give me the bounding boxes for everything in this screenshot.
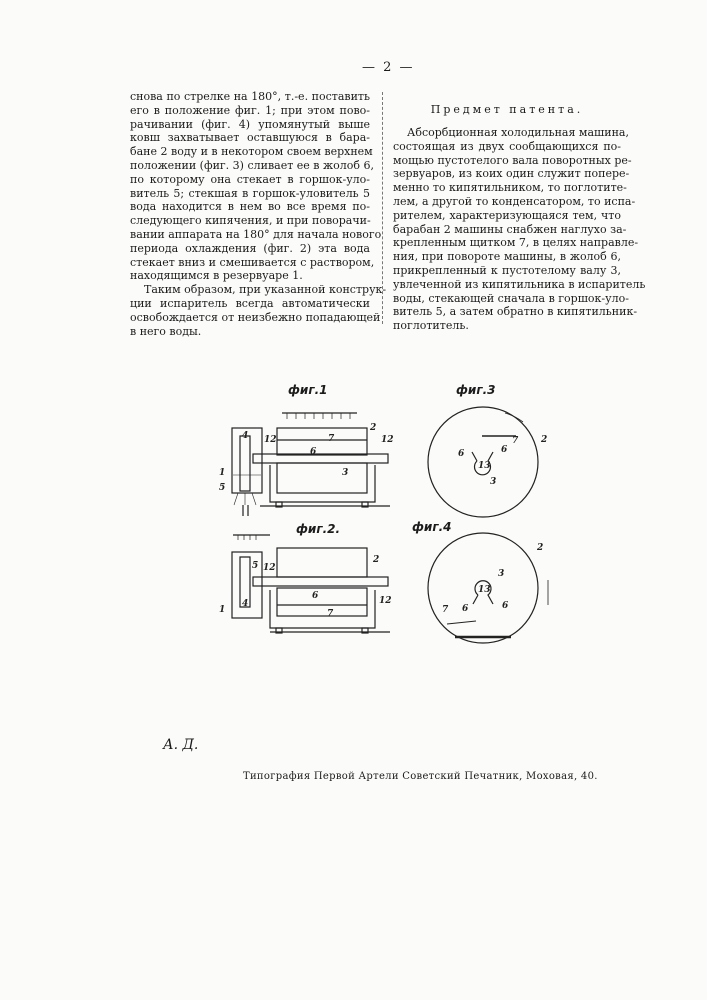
svg-text:2: 2: [536, 543, 543, 553]
svg-text:2: 2: [369, 423, 376, 433]
svg-text:6: 6: [502, 601, 509, 611]
text-line: находящимся в резервуаре 1.: [130, 269, 370, 283]
svg-text:5: 5: [219, 483, 225, 493]
text-line: следующего кипячения, и при поворачи-: [130, 214, 370, 228]
svg-text:1: 1: [219, 468, 225, 478]
svg-text:7: 7: [327, 609, 334, 619]
text-line: по которому она стекает в горшок-уло-: [130, 173, 370, 187]
svg-text:7: 7: [442, 605, 449, 615]
svg-text:12: 12: [264, 435, 277, 445]
text-line: ковш захватывает оставшуюся в бара-: [130, 131, 370, 145]
svg-text:7: 7: [328, 434, 335, 444]
text-line: витель 5, а затем обратно в кипятильник-: [393, 305, 621, 319]
fig2-title: фиг.2.: [296, 522, 340, 536]
fig2-drawing: [232, 535, 390, 633]
text-line: состоящая из двух сообщающихся по-: [393, 140, 621, 154]
svg-text:3: 3: [498, 569, 504, 579]
fig3-title: фиг.3: [456, 383, 496, 397]
svg-text:6: 6: [310, 447, 317, 457]
svg-text:6: 6: [458, 449, 465, 459]
svg-text:12: 12: [263, 563, 276, 573]
text-line: увлеченной из кипятильника в испаритель: [393, 278, 621, 292]
text-line: периода охлаждения (фиг. 2) эта вода: [130, 242, 370, 256]
text-line: вода находится в нем во все время по-: [130, 200, 370, 214]
text-line: освобождается от неизбежно попадающей: [130, 311, 370, 325]
svg-text:12: 12: [379, 596, 392, 606]
initials: А. Д.: [163, 737, 198, 753]
page-number: — 2 —: [362, 60, 415, 75]
text-line: бане 2 воду и в некотором своем верхнем: [130, 145, 370, 159]
fig1-title: фиг.1: [288, 383, 328, 397]
text-line: прикрепленный к пустотелому валу 3,: [393, 264, 621, 278]
text-line: крепленным щитком 7, в целях направле-: [393, 236, 621, 250]
svg-text:12: 12: [381, 435, 394, 445]
text-line: Таким образом, при указанной конструк-: [130, 283, 370, 297]
text-line: воды, стекающей сначала в горшок-уло-: [393, 292, 621, 306]
text-line: менно то кипятильником, то поглотите-: [393, 181, 621, 195]
fig1-drawing: [232, 413, 390, 516]
printer-imprint: Типография Первой Артели Советский Печатник, Моховая, 40.: [243, 771, 598, 782]
text-line: снова по стрелке на 180°, т.-е. поставить: [130, 90, 370, 104]
text-line: рителем, характеризующаяся тем, что: [393, 209, 621, 223]
text-line: поглотитель.: [393, 319, 621, 333]
section-title: Предмет патента.: [393, 103, 621, 116]
svg-text:4: 4: [242, 431, 248, 441]
text-line: мощью пустотелого вала поворотных ре-: [393, 154, 621, 168]
text-line: ции испаритель всегда автоматически: [130, 297, 370, 311]
text-line: вании аппарата на 180° для начала нового: [130, 228, 370, 242]
svg-text:13: 13: [478, 461, 491, 471]
svg-text:7: 7: [512, 436, 519, 446]
text-line: барабан 2 машины снабжен наглухо за-: [393, 223, 621, 237]
text-line: лем, а другой то конденсатором, то испа-: [393, 195, 621, 209]
text-line: витель 5; стекшая в горшок-уловитель 5: [130, 187, 370, 201]
text-line: ния, при повороте машины, в жолоб 6,: [393, 250, 621, 264]
svg-text:13: 13: [478, 585, 491, 595]
svg-text:6: 6: [501, 445, 508, 455]
text-line: стекает вниз и смешивается с раствором,: [130, 256, 370, 270]
figure-reference-numbers: [219, 423, 547, 619]
svg-text:2: 2: [372, 555, 379, 565]
text-line: его в положение фиг. 1; при этом пово-: [130, 104, 370, 118]
svg-text:4: 4: [242, 599, 248, 609]
patent-drawings: [0, 0, 707, 1000]
text-line: Абсорбционная холодильная машина,: [393, 126, 621, 140]
svg-text:2: 2: [540, 435, 547, 445]
text-line: в него воды.: [130, 325, 370, 339]
svg-text:6: 6: [312, 591, 319, 601]
svg-text:3: 3: [490, 477, 496, 487]
text-line: рачивании (фиг. 4) упомянутый выше: [130, 118, 370, 132]
text-line: положении (фиг. 3) сливает ее в жолоб 6,: [130, 159, 370, 173]
svg-text:3: 3: [342, 468, 348, 478]
text-line: зервуаров, из коих один служит попере-: [393, 167, 621, 181]
fig4-title: фиг.4: [412, 520, 452, 534]
svg-text:5: 5: [252, 561, 258, 571]
svg-text:6: 6: [462, 604, 469, 614]
svg-text:1: 1: [219, 605, 225, 615]
